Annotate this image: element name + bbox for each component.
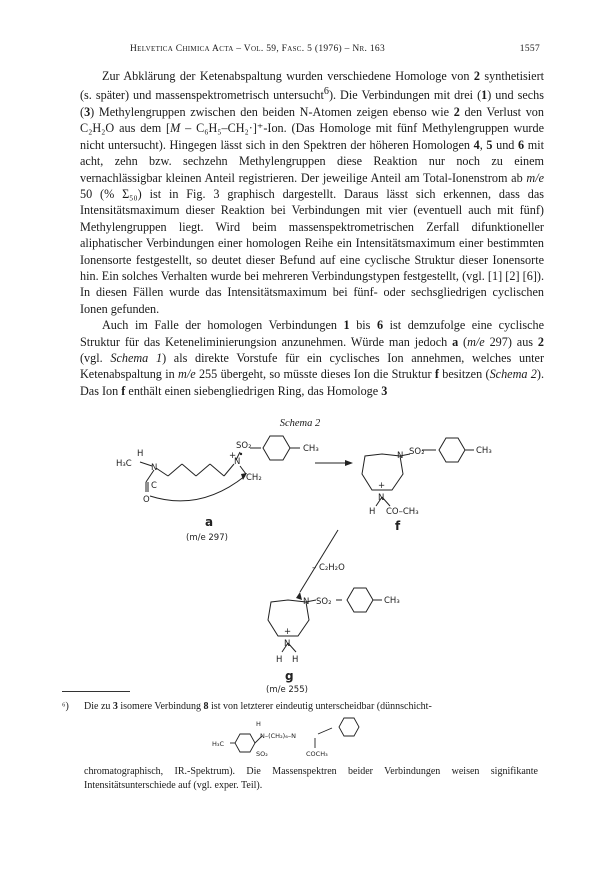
footnote-rule: [62, 691, 130, 692]
fn-h3c-label: H₃C: [212, 740, 225, 748]
h3c-label: H₃C: [116, 459, 132, 469]
footnote-ref: 6: [323, 86, 329, 98]
scheme-arrow-head: [345, 460, 353, 466]
fn-h-label: H: [256, 720, 261, 728]
n-label-f1: N: [397, 451, 404, 461]
n-label-a2: N: [234, 457, 241, 467]
ch2-label-a: CH₂: [246, 473, 262, 483]
running-header: [80, 44, 540, 60]
h-label-a: H: [137, 449, 144, 459]
footnote-text-1: ⁶) Die zu 3 isomere Verbindung 8 ist von letzterer eindeutig unterscheidbar (dünnschicht-: [62, 701, 432, 712]
o-label-a: O: [143, 495, 150, 505]
ch3-label-g: CH₃: [384, 596, 400, 606]
footnote-text-2: chromatographisch, IR.-Spektrum). Die Massenspektren beider Verbindungen weisen signifikante Intensitätsunterschiede auf (vgl. exper. Teil).: [84, 766, 538, 791]
ch3-label-a: CH₃: [303, 444, 319, 454]
ch3-label-f: CH₃: [476, 446, 492, 456]
fn-so2-label: SO₂: [256, 750, 268, 758]
co-ch3-label-f: CO–CH₃: [386, 507, 419, 517]
reagent-label: – C₂H₂O: [312, 563, 345, 573]
c-label-a: C: [151, 481, 157, 491]
scheme-arrow-head-2: [296, 592, 302, 600]
h-label-g1: H: [276, 655, 283, 665]
fn-chain-label: N–(CH₂)₆–N: [260, 732, 296, 740]
plus-label-f: +: [378, 481, 386, 491]
paragraph-1: Zur Abklärung der Ketenabspaltung wurden verschiedene Homologe von 2 synthetisiert (s. später) und massenspektrometrisch untersucht$^6$). Die Verbindungen mit drei (1) und sechs (3) Methylengruppen zwischen den beiden N-Atomen zeigen ebenso wie 2 den Verlust von C₂H₂O aus dem [M – C₆H₅–CH₂·]⁺-Ion. (Das Homologe mit fünf Methylengruppen wurde nicht untersucht). Hingegen lässt sich in den Spektren der höheren Homologen 4, 5 und 6 mit acht, zehn bzw. sechzehn Methylengruppen diese Reaktion nur noch zu einem vernachlässigbar kleinen Anteil registrieren. Der jeweilige Anteil am Total-Ionenstrom ab m/e 50 (% Σ₅₀) ist in Fig. 3 graphisch dargestellt. Daraus lässt sich erkennen, dass das Intensitätsmaximum dieser Reaktion bei Verbindungen mit vier (eventuell auch mit fünf) Methylengruppen liegt. Wird beim massenspektrometrischen Zerfall difunktioneller aliphatischer Verbindungen einer homologen Reihe ein Intensitätsmaximum einer bestimmten Ionensorte festgestellt, so deutet dieser Befund auf eine cyclische Struktur dieser Ionensorte hin. Ein solches Verhalten wurde bei mehreren Verbindungstypen festgestellt, (vgl. [1] [2] [6]). In diesen Fällen wurde das Intensitätsmaximum bei fünf- oder sechsgliedrigen cyclischen Ionen gefunden.: [80, 69, 545, 316]
fn-coch3-label: COCH₃: [306, 750, 328, 758]
reaction-scheme: [60, 430, 540, 695]
body-text: [80, 68, 544, 399]
n-label-g2: N: [284, 639, 291, 649]
schema-title: Schema 2: [279, 418, 321, 429]
mz-label-a: (m/e 297): [186, 533, 228, 543]
h-label-g2: H: [292, 655, 299, 665]
journal-title: Helvetica Chimica Acta – Vol. 59, Fasc. 5 (1976) – Nr. 163: [130, 44, 386, 54]
footnote-mark: ⁶): [62, 701, 69, 712]
footnote-structure: [200, 716, 390, 764]
so2-label-a: SO₂: [236, 441, 252, 451]
compound-label-f: f: [395, 519, 401, 533]
h-label-f: H: [369, 507, 376, 517]
n-label-f2: N: [378, 493, 385, 503]
compound-label-a: a: [205, 515, 214, 529]
n-label-a1: N: [151, 463, 158, 473]
plus-label-a: +: [229, 451, 237, 461]
mz-label-g: (m/e 255): [266, 685, 308, 695]
so2-label-g: SO₂: [316, 597, 332, 607]
plus-label-g: +: [284, 627, 292, 637]
compound-label-g: g: [285, 669, 294, 683]
page-number: 1557: [519, 44, 540, 54]
so2-label-f: SO₂: [409, 447, 425, 457]
paragraph-2: Auch im Falle der homologen Verbindungen 1 bis 6 ist demzufolge eine cyclische Struktur für das Keteneliminierungsion anzunehmen. Würde man jedoch a (m/e 297) aus 2 (vgl. Schema 1) als direkte Vorstufe für ein cyclisches Ion annehmen, welches unter Ketenabspaltung in m/e 255 übergeht, so müsste dieses Ion die Struktur f besitzen (Schema 2). Das Ion f enthält einen siebengliedrigen Ring, das Homologe 3: [80, 318, 545, 398]
n-label-g1: N: [303, 597, 310, 607]
